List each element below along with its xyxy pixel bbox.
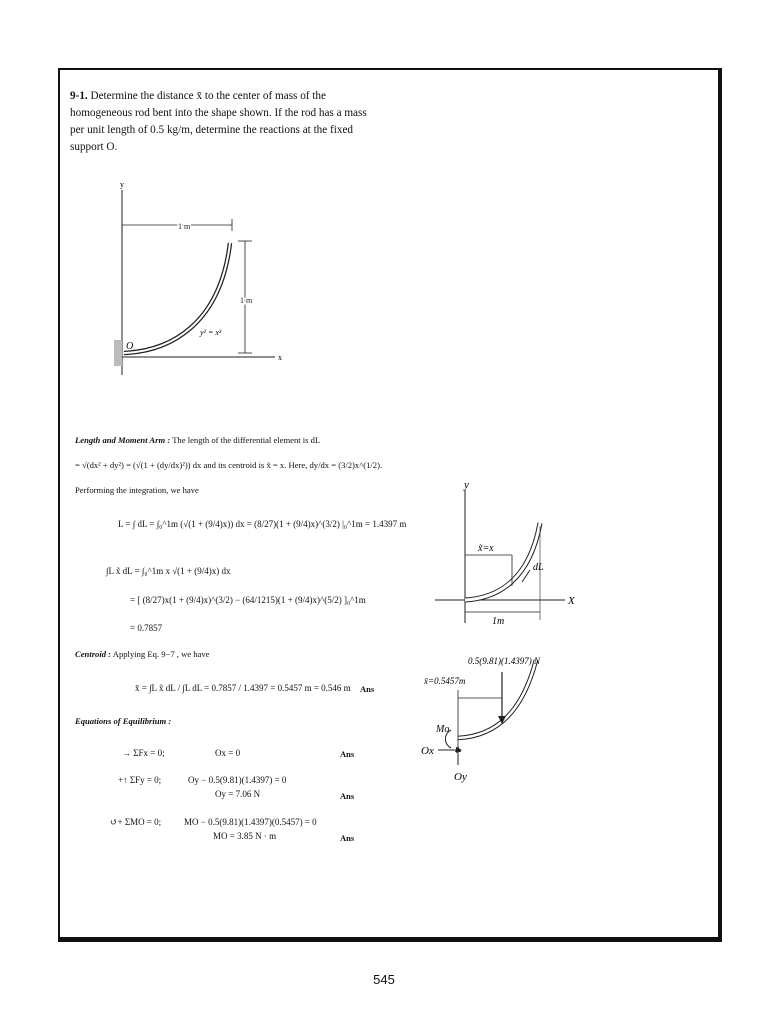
free-body-diagram: [418, 650, 568, 790]
centroid-heading: Centroid :: [75, 649, 112, 659]
problem-number: 9-1.: [70, 90, 88, 102]
xtilde-label: x̃=x: [478, 543, 494, 554]
load-label: 0.5(9.81)(1.4397) N: [468, 656, 540, 666]
sum-mo-label: ↺+ ΣMO = 0;: [110, 817, 162, 827]
sum-fy-label: +↑ ΣFy = 0;: [118, 775, 162, 785]
dL-expression: [75, 460, 382, 470]
width-label: 1 m: [178, 222, 191, 231]
centroid-intro-text: Applying Eq. 9−7 , we have: [112, 649, 210, 659]
length-heading: Length and Moment Arm :: [75, 435, 171, 445]
fig2-width-label: 1m: [492, 616, 505, 627]
ox-answer-tag: Ans: [340, 749, 355, 759]
page-number: 545: [373, 972, 395, 987]
ox-equation: Ox = 0: [215, 748, 241, 758]
fixed-support: [114, 340, 122, 366]
dL-label: dL: [533, 562, 544, 573]
moment-equation-2: = [ (8/27)x(1 + (9/4)x)^(3/2) − (64/1215)(1 + (9/4)x)^(5/2) ]₀^1m: [130, 595, 366, 605]
dL-formula: = √(dx² + dy²) = (√(1 + (dy/dx)²)) dx: [75, 460, 202, 470]
performing-text: Performing the integration, we have: [75, 485, 199, 495]
length-equation: L = ∫ dL = ∫₀^1m (√(1 + (9/4)x)) dx = (8/27)(1 + (9/4)x)^(3/2) |₀^1m = 1.4397 m: [118, 519, 407, 529]
moment-equation-1: ∫L x̃ dL = ∫₀^1m x √(1 + (9/4)x) dx: [106, 566, 231, 576]
differential-element-figure: [430, 478, 590, 628]
curve-equation-label: y² = x³: [200, 328, 222, 337]
ox-label: Ox: [421, 745, 434, 757]
centroid-answer-tag: Ans: [360, 684, 375, 694]
centroid-intro: [75, 649, 209, 659]
dydx-formula: dy/dx = (3/2)x^(1/2).: [309, 460, 383, 470]
xbar-label: x̄=0.5457m: [424, 676, 466, 686]
mo-result: MO = 3.85 N · m: [213, 831, 277, 841]
origin-label: O: [126, 341, 134, 352]
sum-fx-label: → ΣFx = 0;: [122, 748, 165, 758]
fig2-x-label: X: [568, 595, 575, 607]
oy-answer-tag: Ans: [340, 791, 355, 801]
centroid-note: and its centroid is x̃ = x. Here,: [203, 460, 308, 470]
mo-label: Mo: [436, 724, 450, 735]
equilibrium-heading: Equations of Equilibrium :: [75, 716, 172, 726]
rod-figure: [100, 175, 300, 375]
centroid-equation: x̄ = ∫L x̃ dL / ∫L dL = 0.7857 / 1.4397 = 0.5457 m = 0.546 m: [135, 683, 351, 693]
oy-label: Oy: [454, 771, 467, 783]
x-axis-label: x: [278, 353, 282, 362]
height-label: 1 m: [240, 296, 253, 305]
problem-statement: [70, 88, 370, 156]
oy-equation: Oy − 0.5(9.81)(1.4397) = 0: [188, 775, 287, 785]
length-intro: [75, 435, 320, 445]
oy-result: Oy = 7.06 N: [215, 789, 261, 799]
mo-equation: MO − 0.5(9.81)(1.4397)(0.5457) = 0: [184, 817, 317, 827]
length-intro-text: The length of the differential element is dL: [172, 435, 321, 445]
fig2-y-label: y: [464, 479, 469, 491]
y-axis-label: y: [120, 180, 124, 189]
moment-result: = 0.7857: [130, 623, 163, 633]
mo-answer-tag: Ans: [340, 833, 355, 843]
problem-text: Determine the distance x̄ to the center of mass of the homogeneous rod bent into the shape shown. If the rod has a mass per unit length of 0.5 kg/m, determine the reactions at the fixed support O.: [70, 90, 367, 153]
